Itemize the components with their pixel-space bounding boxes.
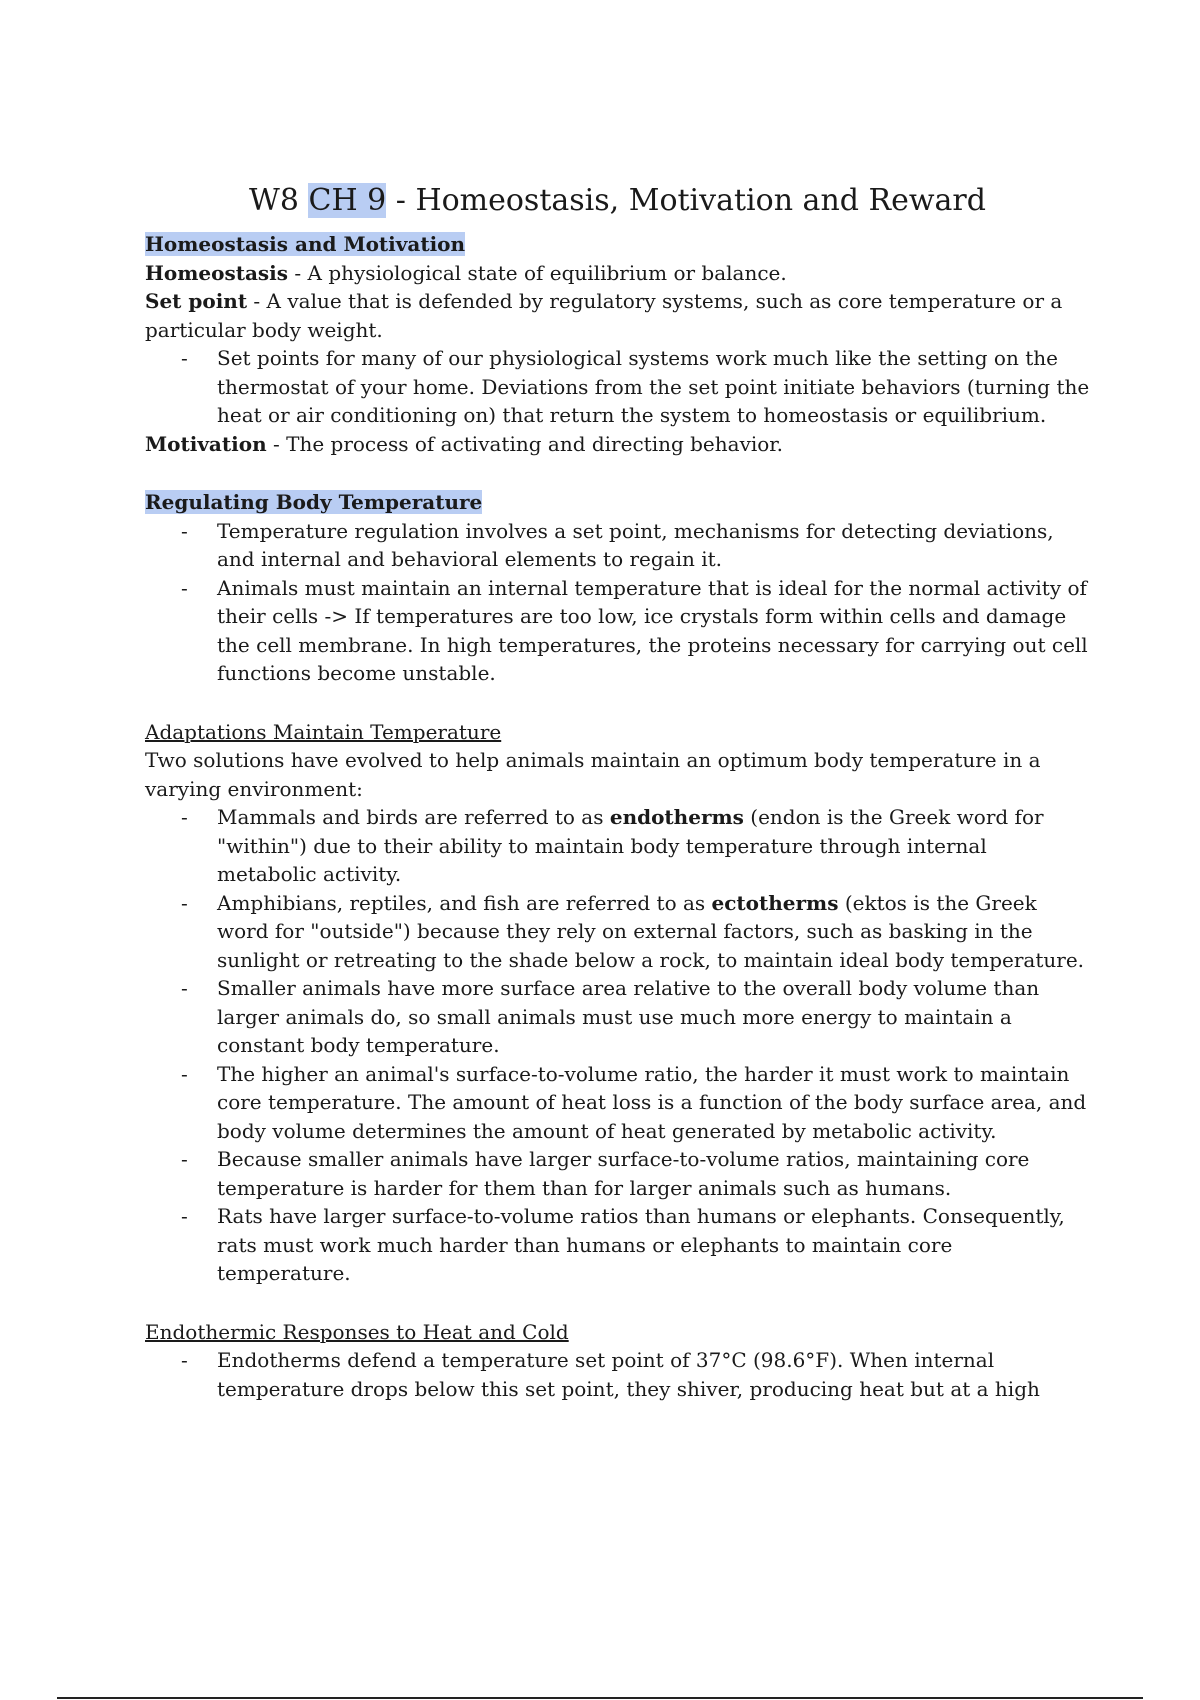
term-endotherms: endotherms (609, 805, 744, 829)
list-item: - Rats have larger surface-to-volume ratios than humans or elephants. Consequently, rats must work much harder than humans or elephants to maintain core temperature. (217, 1202, 1090, 1288)
list-item: - Temperature regulation involves a set point, mechanisms for detecting deviations, and internal and behavioral elements to regain it. (217, 517, 1090, 574)
list-item-endotherms (217, 803, 1090, 889)
def-homeostasis: - A physiological state of equilibrium or balance. (288, 260, 787, 285)
adaptations-intro: Two solutions have evolved to help animals maintain an optimum body temperature in a varying environment: (145, 748, 1041, 801)
term-motivation: Motivation (145, 431, 267, 456)
term-homeostasis: Homeostasis (145, 260, 289, 285)
title-prefix: W8 (249, 183, 309, 218)
regulating-temperature-list (145, 517, 1090, 688)
list-item-text: Amphibians, reptiles, and fish are referred to as (217, 890, 712, 915)
def-set-point: - A value that is defended by regulatory systems, such as core temperature or a particular body weight. (145, 289, 1063, 342)
list-item-text: Mammals and birds are referred to as (217, 805, 610, 829)
term-ectotherms: ectotherms (711, 890, 839, 915)
title-suffix: - Homeostasis, Motivation and Reward (386, 183, 986, 218)
list-item: - Animals must maintain an internal temperature that is ideal for the normal activity of their cells -> If temperatures are too low, ice crystals form within cells and damage the cell membrane. In high temperatures, the proteins necessary for carrying out cell functions become unstable. (217, 574, 1090, 688)
list-item: - Because smaller animals have larger surface-to-volume ratios, maintaining core temperature is harder for them than for larger animals such as humans. (217, 1145, 1090, 1202)
definition-set-point (145, 287, 1090, 344)
document-body (145, 230, 1090, 1403)
list-item-text: (ektos is the Greek word for "outside") because they rely on external factors, such as basking in the sunlight or retreating to the shade below a rock, to maintain ideal body temperature. (217, 890, 1085, 972)
term-set-point: Set point (145, 289, 248, 313)
page-divider (57, 1697, 1143, 1699)
section-heading-homeostasis-motivation: Homeostasis and Motivation (145, 232, 466, 256)
list-item: - Smaller animals have more surface area relative to the overall body volume than larger animals do, so small animals must use much more energy to maintain a constant body temperature. (217, 974, 1090, 1060)
def-motivation: - The process of activating and directing behavior. (266, 431, 784, 456)
set-point-list (145, 344, 1090, 430)
list-item: - The higher an animal's surface-to-volume ratio, the harder it must work to maintain core temperature. The amount of heat loss is a function of the body surface area, and body volume determines the amount of heat generated by metabolic activity. (217, 1060, 1090, 1146)
list-item: - Endotherms defend a temperature set point of 37°C (98.6°F). When internal temperature drops below this set point, they shiver, producing heat but at a high (217, 1346, 1090, 1403)
document-page (145, 178, 1090, 1403)
list-item: - Set points for many of our physiological systems work much like the setting on the thermostat of your home. Deviations from the set point initiate behaviors (turning the heat or air conditioning on) that return the system to homeostasis or equilibrium. (217, 344, 1090, 430)
section-heading-regulating-temperature: Regulating Body Temperature (145, 490, 483, 514)
definition-motivation (145, 430, 1090, 459)
subheading-endothermic-responses: Endothermic Responses to Heat and Cold (145, 1319, 569, 1344)
adaptations-list (145, 803, 1090, 1288)
subheading-adaptations: Adaptations Maintain Temperature (145, 719, 502, 744)
list-item-text: (endon is the Greek word for "within") due to their ability to maintain body temperature through internal metabolic activity. (217, 805, 1044, 886)
page-title (145, 178, 1090, 224)
definition-homeostasis (145, 259, 1090, 288)
list-item-ectotherms (217, 889, 1090, 975)
endothermic-list (145, 1346, 1090, 1403)
title-highlight: CH 9 (308, 183, 387, 218)
